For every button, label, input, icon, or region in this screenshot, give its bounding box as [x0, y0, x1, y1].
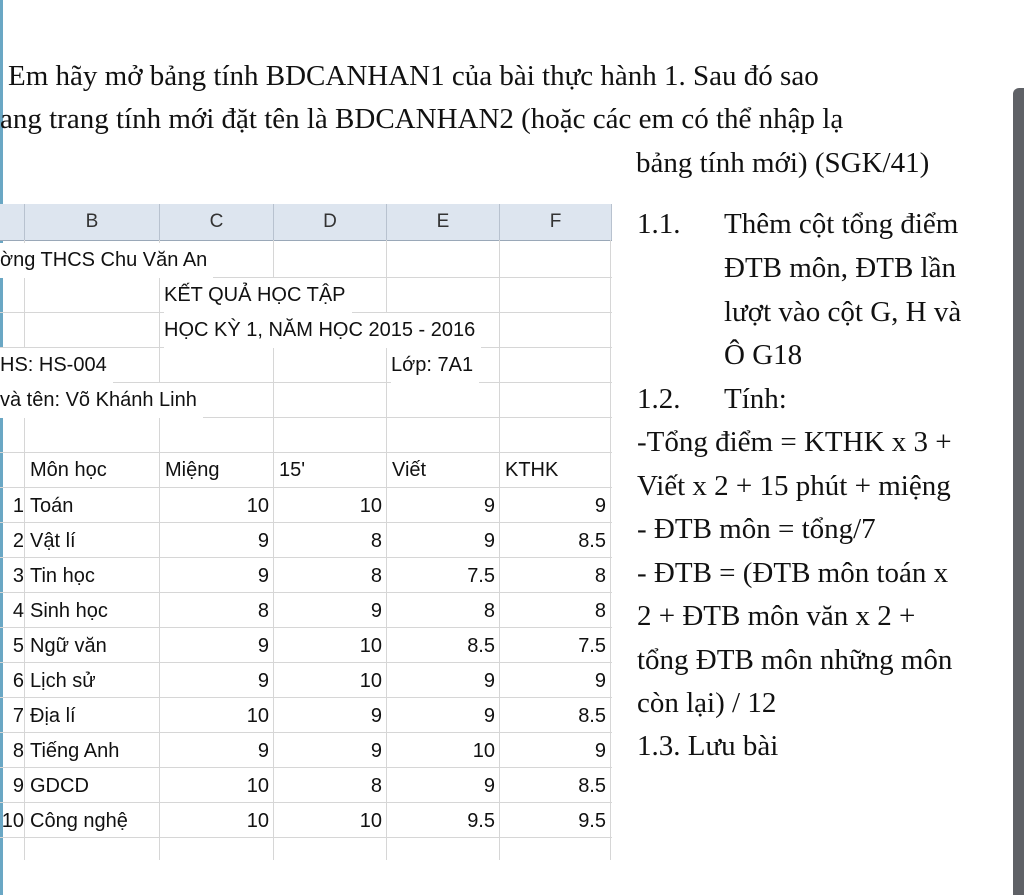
- row-number: 7: [12, 705, 24, 727]
- row-number: 8: [12, 740, 24, 762]
- formula-line-4: - ĐTB = (ĐTB môn toán x: [637, 557, 949, 589]
- intro-line-3: bảng tính mới) (SGK/41): [636, 147, 930, 179]
- row-number: 3: [12, 565, 24, 587]
- column-header-b: B: [25, 204, 160, 240]
- spreadsheet-table: [0, 204, 612, 860]
- oral-score-cell: 10: [246, 705, 269, 727]
- oral-score-cell: 9: [257, 740, 269, 762]
- final-score-cell: 8.5: [578, 705, 606, 727]
- formula-line-2: Viết x 2 + 15 phút + miệng: [637, 470, 951, 502]
- final-score-cell: 9: [594, 495, 606, 517]
- formula-line-3: - ĐTB môn = tổng/7: [637, 513, 876, 545]
- written-score-cell: 9: [483, 705, 495, 727]
- min15-score-cell: 9: [370, 740, 382, 762]
- subject-cell: Tiếng Anh: [30, 740, 120, 762]
- column-header-a: [0, 204, 25, 240]
- row-number: 1: [12, 495, 24, 517]
- class-label: Lớp: 7A1: [391, 348, 479, 383]
- header-subject: Môn học: [30, 459, 107, 481]
- min15-score-cell: 8: [370, 530, 382, 552]
- sheet-subtitle: HỌC KỲ 1, NĂM HỌC 2015 - 2016: [164, 313, 481, 348]
- min15-score-cell: 8: [370, 775, 382, 797]
- subject-cell: Ngữ văn: [30, 635, 107, 657]
- header-15min: 15': [279, 459, 306, 481]
- subject-cell: Công nghệ: [30, 810, 128, 832]
- row-number: 5: [12, 635, 24, 657]
- task-1-1-line-1: Thêm cột tổng điểm: [724, 208, 959, 240]
- subject-cell: GDCD: [30, 775, 89, 797]
- column-header-f: F: [500, 204, 612, 240]
- formula-line-6: tổng ĐTB môn những môn: [637, 644, 953, 676]
- written-score-cell: 9: [483, 775, 495, 797]
- min15-score-cell: 9: [370, 600, 382, 622]
- school-name: ờng THCS Chu Văn An: [0, 243, 213, 278]
- row-number: 4: [12, 600, 24, 622]
- subject-cell: Địa lí: [30, 705, 76, 727]
- final-score-cell: 7.5: [578, 635, 606, 657]
- subject-cell: Lịch sử: [30, 670, 96, 692]
- subject-cell: Toán: [30, 495, 74, 517]
- row-number: 10: [1, 810, 24, 832]
- oral-score-cell: 10: [246, 495, 269, 517]
- student-name: và tên: Võ Khánh Linh: [0, 383, 203, 418]
- task-1-1-line-2: ĐTB môn, ĐTB lần: [724, 252, 956, 284]
- header-written: Viết: [392, 459, 427, 481]
- final-score-cell: 8: [594, 600, 606, 622]
- written-score-cell: 8.5: [467, 635, 495, 657]
- oral-score-cell: 9: [257, 530, 269, 552]
- written-score-cell: 10: [472, 740, 495, 762]
- formula-line-5: 2 + ĐTB môn văn x 2 +: [637, 600, 916, 632]
- column-header-d: D: [274, 204, 387, 240]
- min15-score-cell: 10: [359, 495, 382, 517]
- final-score-cell: 8.5: [578, 775, 606, 797]
- sheet-title: KẾT QUẢ HỌC TẬP: [164, 278, 352, 313]
- final-score-cell: 9: [594, 670, 606, 692]
- oral-score-cell: 9: [257, 635, 269, 657]
- final-score-cell: 8.5: [578, 530, 606, 552]
- row-number: 2: [12, 530, 24, 552]
- vertical-scrollbar[interactable]: [1013, 88, 1024, 895]
- written-score-cell: 9: [483, 670, 495, 692]
- subject-cell: Vật lí: [30, 530, 76, 552]
- header-final: KTHK: [505, 459, 559, 481]
- formula-line-7: còn lại) / 12: [637, 687, 777, 719]
- intro-line-1: Em hãy mở bảng tính BDCANHAN1 của bài thực hành 1. Sau đó sao: [8, 60, 819, 92]
- task-1-2-line-1: Tính:: [724, 383, 787, 415]
- formula-line-1: -Tổng điểm = KTHK x 3 +: [637, 426, 952, 458]
- column-header-c: C: [160, 204, 274, 240]
- final-score-cell: 8: [594, 565, 606, 587]
- min15-score-cell: 10: [359, 810, 382, 832]
- min15-score-cell: 9: [370, 705, 382, 727]
- task-1-1-line-4: Ô G18: [724, 339, 803, 371]
- written-score-cell: 9: [483, 530, 495, 552]
- oral-score-cell: 9: [257, 565, 269, 587]
- written-score-cell: 9.5: [467, 810, 495, 832]
- header-oral: Miệng: [165, 459, 220, 481]
- written-score-cell: 8: [483, 600, 495, 622]
- column-header-e: E: [387, 204, 500, 240]
- oral-score-cell: 9: [257, 670, 269, 692]
- row-number: 9: [12, 775, 24, 797]
- written-score-cell: 9: [483, 495, 495, 517]
- row-number: 6: [12, 670, 24, 692]
- task-1-1-number: 1.1.: [637, 208, 681, 240]
- oral-score-cell: 8: [257, 600, 269, 622]
- min15-score-cell: 10: [359, 670, 382, 692]
- subject-cell: Sinh học: [30, 600, 108, 622]
- min15-score-cell: 10: [359, 635, 382, 657]
- task-1-2-number: 1.2.: [637, 383, 681, 415]
- subject-cell: Tin học: [30, 565, 95, 587]
- written-score-cell: 7.5: [467, 565, 495, 587]
- oral-score-cell: 10: [246, 775, 269, 797]
- oral-score-cell: 10: [246, 810, 269, 832]
- final-score-cell: 9.5: [578, 810, 606, 832]
- task-1-3: 1.3. Lưu bài: [637, 730, 779, 762]
- student-id: HS: HS-004: [0, 348, 113, 383]
- task-1-1-line-3: lượt vào cột G, H và: [724, 296, 962, 328]
- intro-line-2: ang trang tính mới đặt tên là BDCANHAN2 (hoặc các em có thể nhập lạ: [0, 103, 844, 135]
- min15-score-cell: 8: [370, 565, 382, 587]
- final-score-cell: 9: [594, 740, 606, 762]
